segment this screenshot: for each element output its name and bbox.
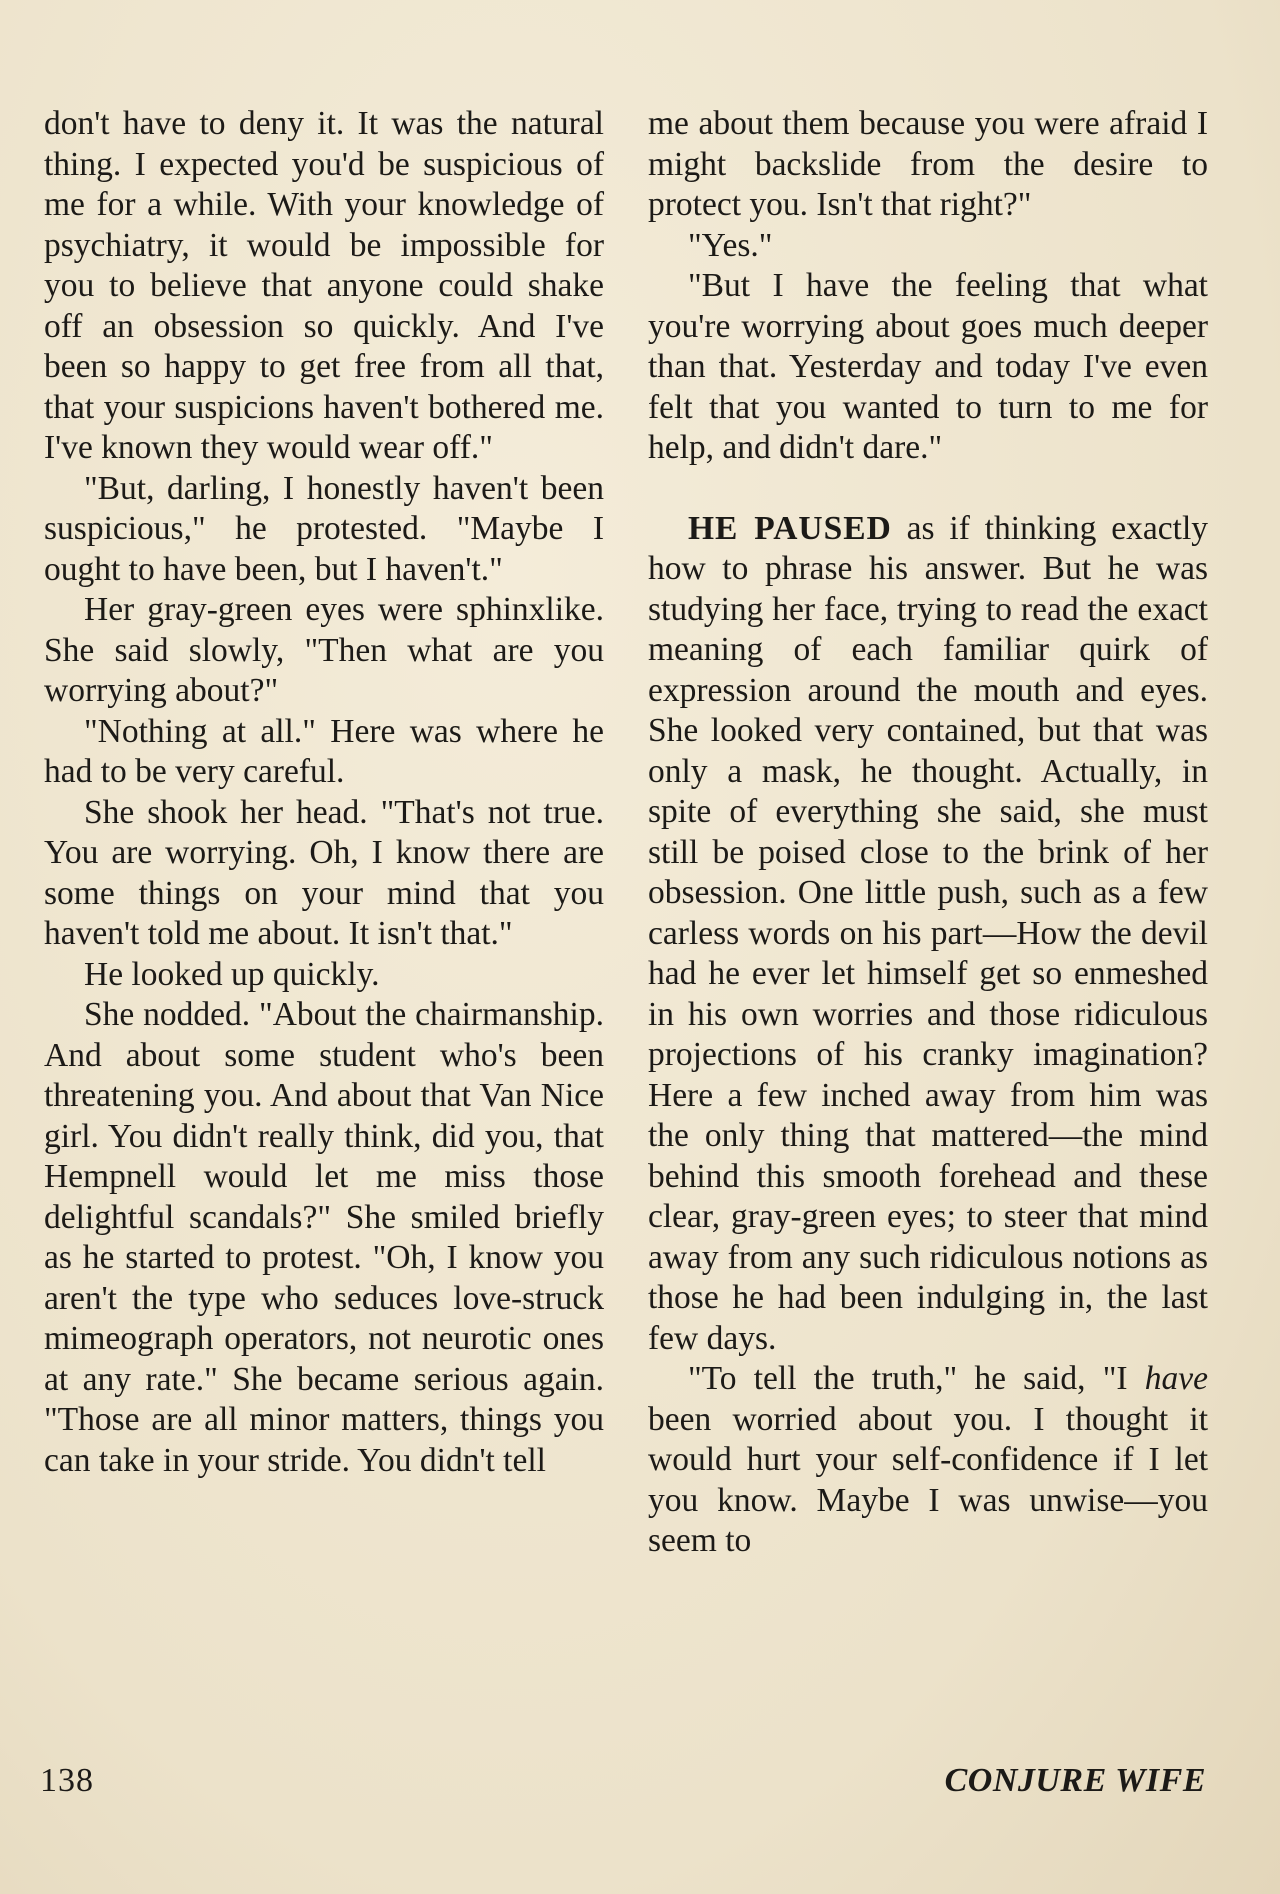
paragraph: don't have to deny it. It was the natural thing. I expected you'd be suspicious of me for a while. With your knowledge of psychiatry, it would be impossible for you to believe that anyone could shake off an obsession so quickly. And I've been so happy to get free from all that, that your suspicions haven't bothered me. I've known they would wear off." (44, 105, 604, 466)
paragraph: "Yes." (688, 226, 773, 264)
paragraph: She nodded. "About the chairmanship. And about some student who's been threatening you. And about that Van Nice girl. You didn't really think, did you, that Hempnell would let me miss those delightful scandals?" She smiled briefly as he started to protest. "Oh, I know you aren't the type who seduces love-struck mimeograph operators, not neurotic ones at any rate." She became serious again. "Those are all minor matters, things you can take in your stride. You didn't tell (44, 996, 604, 1479)
section-paragraph (648, 509, 1208, 1360)
emphasis-text: have (1144, 1360, 1208, 1397)
paragraph (648, 1359, 1208, 1562)
paragraph: "Nothing at all." Here was where he had to be very careful. (44, 712, 604, 790)
left-column (44, 104, 604, 1481)
paragraph-text: been worried about you. I thought it would hurt your self-confidence if I let you know. Maybe I was unwise—you seem to (648, 1400, 1208, 1559)
paragraph-text: "To tell the truth," he said, "I (688, 1360, 1145, 1397)
paragraph: "But I have the feeling that what you're worrying about goes much deeper than that. Yesterday and today I've even felt that you wanted to turn to me for help, and didn't dare." (648, 267, 1208, 466)
paragraph: me about them because you were afraid I might backslide from the desire to protect you. Isn't that right?" (648, 105, 1208, 223)
paragraph-text: as if thinking exactly how to phrase his answer. But he was studying her face, trying to read the exact meaning of each familiar quirk of expression around the mouth and eyes. She looked very contained, but that was only a mask, he thought. Actually, in spite of everything she said, she must still be poised close to the brink of her obsession. One little push, such as a few carless words on his part—How the devil had he ever let himself get so enmeshed in his own worries and those ridiculous projections of his cranky imagination? Here a few inched away from him was the only thing that mattered—the mind behind this smooth forehead and these clear, gray-green eyes; to steer that mind away from any such ridiculous notions as those he had been indulging in, the last few days. (648, 509, 1208, 1357)
section-lead-in: HE PAUSED (688, 509, 892, 547)
right-column (648, 104, 1208, 1562)
paragraph: She shook her head. "That's not true. You are worrying. Oh, I know there are some things on your mind that you haven't told me about. It isn't that." (44, 793, 604, 952)
page-number: 138 (40, 1762, 94, 1799)
paragraph: "But, darling, I honestly haven't been suspicious," he protested. "Maybe I ought to have been, but I haven't." (44, 469, 604, 588)
paragraph: He looked up quickly. (84, 955, 380, 993)
running-title: CONJURE WIFE (944, 1762, 1206, 1799)
paragraph: Her gray-green eyes were sphinxlike. She said slowly, "Then what are you worrying about?" (44, 591, 604, 709)
